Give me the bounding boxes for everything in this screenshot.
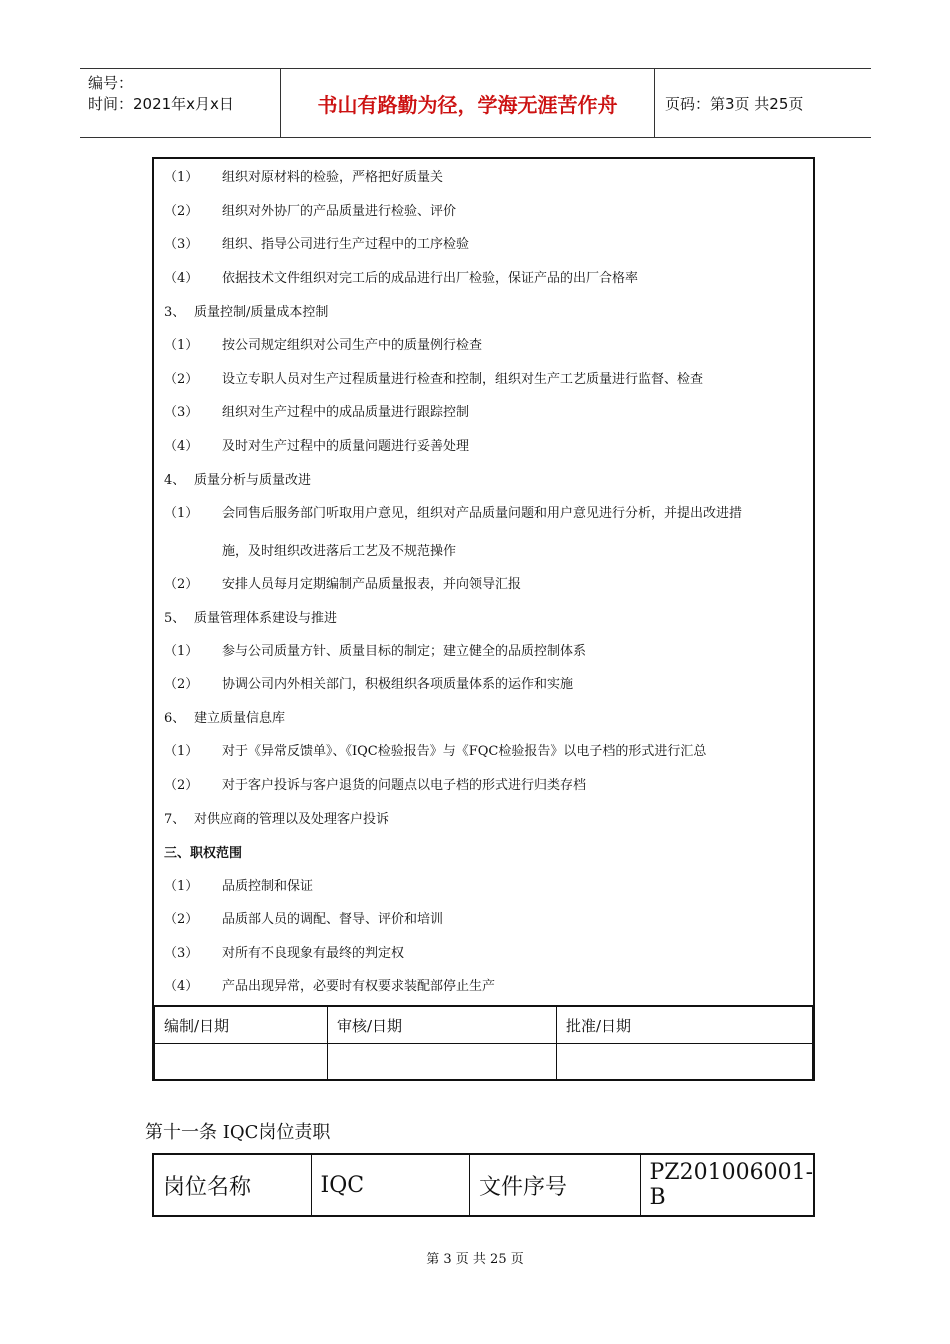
doc-number-value: PZ201006001-B — [649, 1160, 813, 1210]
doc-number-label: 文件序号 — [470, 1155, 640, 1215]
duty-line — [164, 740, 706, 759]
duty-line — [164, 401, 469, 420]
duty-line — [164, 975, 495, 994]
duty-line — [164, 334, 482, 353]
line-number: （2） — [164, 372, 199, 387]
post-name-value: IQC — [312, 1155, 471, 1215]
post-name-label: 岗位名称 — [154, 1155, 312, 1215]
line-text: 品质部人员的调配、督导、评价和培训 — [222, 912, 444, 927]
duty-line — [164, 233, 469, 252]
line-text: 施，及时组织改进落后工艺及不规范操作 — [222, 544, 457, 559]
line-text: 参与公司质量方针、质量目标的制定；建立健全的品质控制体系 — [222, 644, 587, 659]
page-footer: 第 3 页 共 25 页 — [426, 1252, 524, 1267]
duty-line — [164, 707, 285, 726]
duty-line — [164, 435, 469, 454]
line-number: （1） — [164, 338, 199, 353]
line-text: 质量分析与质量改进 — [194, 473, 312, 488]
line-text: 品质控制和保证 — [222, 879, 314, 894]
document-number-label: 编号： — [88, 74, 134, 92]
section-heading — [164, 842, 242, 861]
line-text: 质量管理体系建设与推进 — [194, 611, 338, 626]
duty-line — [164, 875, 313, 894]
prepared-by-cell — [155, 1044, 328, 1081]
line-number: （1） — [164, 170, 199, 185]
line-number: 7、 — [164, 812, 186, 827]
line-text: 对于《异常反馈单》、《IQC检验报告》与《FQC检验报告》以电子档的形式进行汇总 — [222, 744, 707, 759]
line-number: （4） — [164, 271, 199, 286]
line-number: （2） — [164, 778, 199, 793]
line-text: 对供应商的管理以及处理客户投诉 — [194, 812, 390, 827]
signoff-value-row — [155, 1044, 813, 1081]
line-number: （1） — [164, 744, 199, 759]
line-text: 产品出现异常，必要时有权要求装配部停止生产 — [222, 979, 496, 994]
line-text: 对于客户投诉与客户退货的问题点以电子档的形式进行归类存档 — [222, 778, 587, 793]
line-text: 按公司规定组织对公司生产中的质量例行检查 — [222, 338, 483, 353]
line-text: 组织对生产过程中的成品质量进行跟踪控制 — [222, 405, 470, 420]
line-text: 质量控制/质量成本控制 — [194, 305, 329, 320]
duty-line — [164, 607, 337, 626]
reviewed-by-header: 审核/日期 — [328, 1006, 557, 1044]
duty-line — [164, 166, 443, 185]
prepared-by-header: 编制/日期 — [155, 1006, 328, 1044]
line-number: 4、 — [164, 473, 186, 488]
line-number: （4） — [164, 979, 199, 994]
duty-line — [164, 774, 586, 793]
duty-line — [164, 942, 404, 961]
duty-line — [164, 908, 443, 927]
line-number: 3、 — [164, 305, 186, 320]
header-left-cell — [80, 69, 281, 137]
duties-content — [154, 159, 813, 1005]
line-text: 建立质量信息库 — [194, 711, 286, 726]
line-text: 会同售后服务部门听取用户意见，组织对产品质量问题和用户意见进行分析，并提出改进措 — [222, 506, 743, 521]
duty-line — [164, 368, 703, 387]
header-page-info: 页码：第3页 共25页 — [665, 94, 804, 113]
approved-by-header: 批准/日期 — [557, 1006, 813, 1044]
line-text: 设立专职人员对生产过程质量进行检查和控制，组织对生产工艺质量进行监督、检查 — [222, 372, 704, 387]
line-number: （2） — [164, 677, 199, 692]
signoff-header-row — [155, 1006, 813, 1044]
line-text: 组织对原材料的检验，严格把好质量关 — [222, 170, 444, 185]
line-number: （1） — [164, 644, 199, 659]
line-text: 协调公司内外相关部门，积极组织各项质量体系的运作和实施 — [222, 677, 574, 692]
document-time-label: 时间：2021年x月x日 — [88, 95, 234, 113]
page-header — [80, 68, 871, 138]
approved-by-cell — [557, 1044, 813, 1081]
duty-line — [164, 502, 742, 521]
line-text: 组织、指导公司进行生产过程中的工序检验 — [222, 237, 470, 252]
duty-line — [164, 808, 389, 827]
line-text: 组织对外协厂的产品质量进行检验、评价 — [222, 204, 457, 219]
line-number: （2） — [164, 912, 199, 927]
duty-line — [164, 573, 521, 592]
header-motto: 书山有路勤为径，学海无涯苦作舟 — [281, 69, 655, 137]
line-text: 对所有不良现象有最终的判定权 — [222, 946, 405, 961]
line-number: （2） — [164, 577, 199, 592]
article-title: 第十一条 IQC岗位责职 — [145, 1122, 331, 1143]
duties-table — [152, 157, 815, 1081]
line-text: 安排人员每月定期编制产品质量报表，并向领导汇报 — [222, 577, 522, 592]
line-number: （4） — [164, 439, 199, 454]
line-number: （1） — [164, 879, 199, 894]
line-text: 依据技术文件组织对完工后的成品进行出厂检验，保证产品的出厂合格率 — [222, 271, 639, 286]
line-number: （3） — [164, 946, 199, 961]
line-number: 6、 — [164, 711, 186, 726]
line-text: 三、职权范围 — [164, 846, 243, 861]
duty-line — [164, 640, 586, 659]
line-number: （1） — [164, 506, 199, 521]
signoff-table — [154, 1005, 813, 1081]
line-number: （2） — [164, 204, 199, 219]
duty-line — [164, 301, 328, 320]
line-text: 及时对生产过程中的质量问题进行妥善处理 — [222, 439, 470, 454]
duty-line — [164, 673, 573, 692]
duty-line — [164, 540, 456, 559]
post-info-table — [152, 1153, 815, 1217]
line-number: 5、 — [164, 611, 186, 626]
duty-line — [164, 200, 456, 219]
line-number: （3） — [164, 405, 199, 420]
reviewed-by-cell — [328, 1044, 557, 1081]
line-number: （3） — [164, 237, 199, 252]
duty-line — [164, 469, 311, 488]
duty-line — [164, 267, 638, 286]
